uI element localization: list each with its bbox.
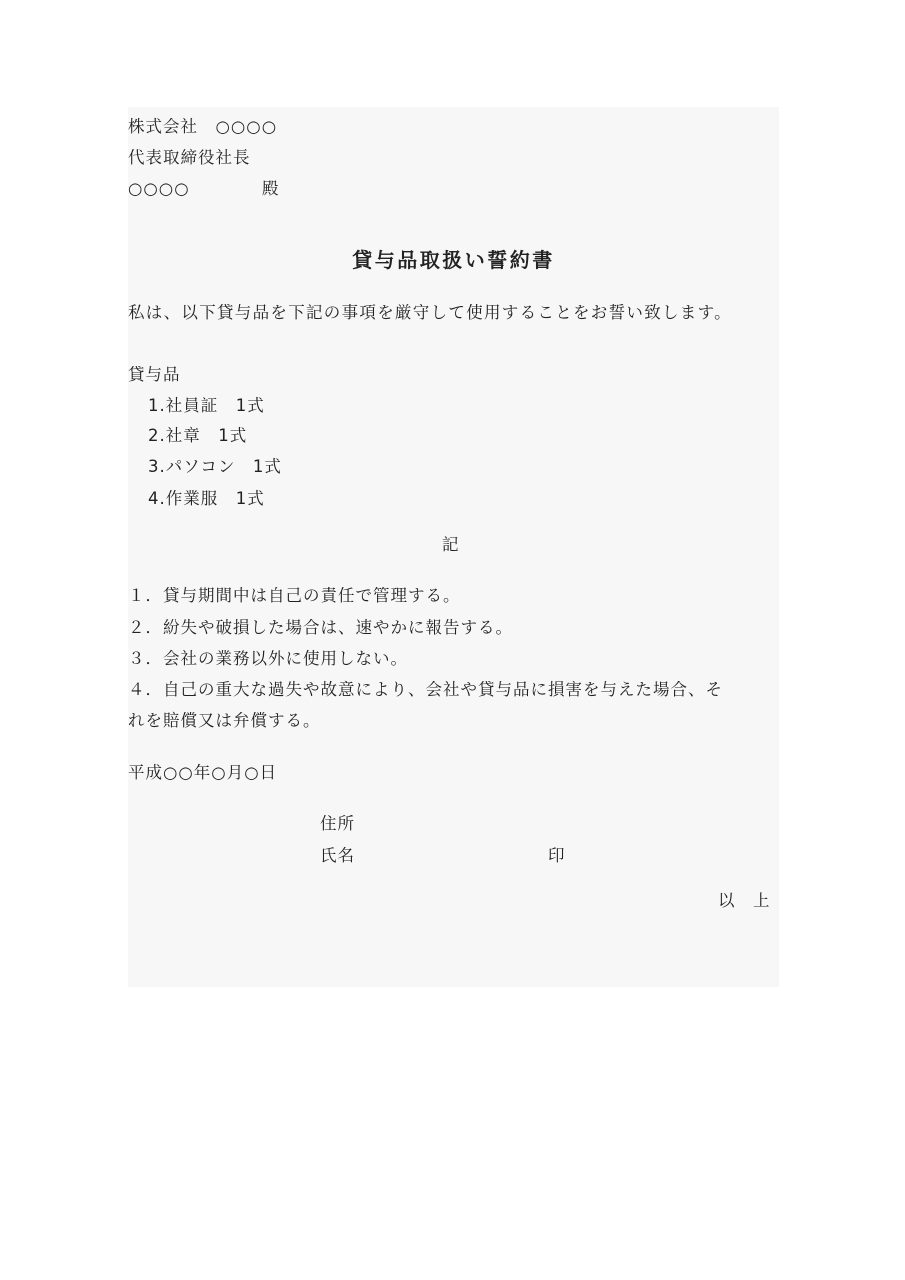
- item-2: 2.社章 1式: [148, 426, 248, 445]
- rule-2: ２．紛失や破損した場合は、速やかに報告する。: [128, 618, 513, 637]
- item-3: 3.パソコン 1式: [148, 457, 282, 476]
- name-label: 氏名: [320, 846, 355, 865]
- date: 平成○○年○月○日: [128, 763, 278, 782]
- address-label: 住所: [320, 814, 355, 833]
- item-4: 4.作業服 1式: [148, 489, 265, 508]
- ki-label: 記: [442, 535, 460, 554]
- rule-4-continued: れを賠償又は弁償する。: [128, 711, 321, 730]
- addressee-name: ○○○○: [128, 179, 190, 198]
- intro-text: 私は、以下貸与品を下記の事項を厳守して使用することをお誓い致します。: [128, 303, 732, 322]
- rule-4: ４．自己の重大な過失や故意により、会社や貸与品に損害を与えた場合、そ: [128, 680, 723, 699]
- addressee-company: 株式会社 ○○○○: [128, 117, 278, 136]
- seal-mark: 印: [548, 846, 566, 865]
- closing-text: 以 上: [718, 891, 771, 910]
- document-page: [128, 107, 779, 987]
- addressee-honorific: 殿: [262, 179, 280, 198]
- items-heading: 貸与品: [128, 365, 181, 384]
- item-1: 1.社員証 1式: [148, 396, 265, 415]
- rule-1: １．貸与期間中は自己の責任で管理する。: [128, 586, 461, 605]
- rule-3: ３．会社の業務以外に使用しない。: [128, 649, 408, 668]
- document-title: 貸与品取扱い誓約書: [352, 248, 555, 272]
- addressee-position: 代表取締役社長: [128, 148, 251, 167]
